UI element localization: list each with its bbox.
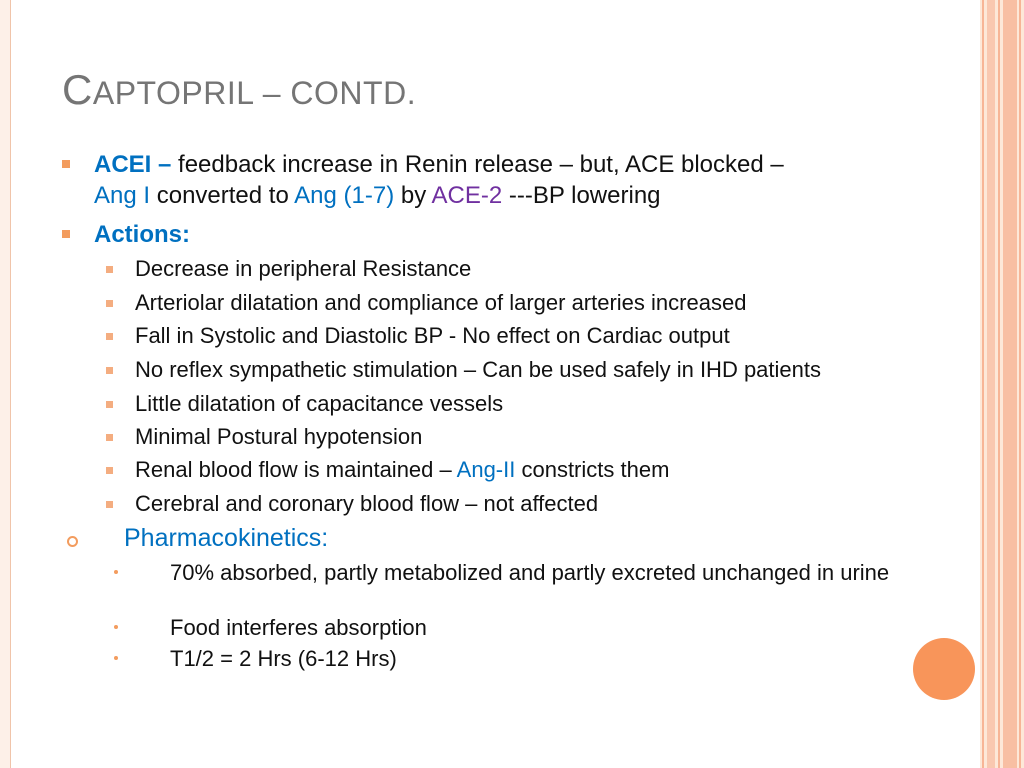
square-bullet-icon [106, 467, 113, 474]
acei-term: ACEI – [94, 151, 172, 178]
action-text: Minimal Postural hypotension [135, 424, 423, 449]
acei-text4: ---BP lowering [502, 182, 661, 209]
pk-text: T1/2 = 2 Hrs (6-12 Hrs) [170, 646, 397, 671]
ang-i: Ang I [94, 182, 151, 209]
action-text: Fall in Systolic and Diastolic BP - No effect on Cardiac output [135, 323, 730, 348]
stripe [982, 0, 984, 768]
dot-bullet-icon [114, 656, 118, 660]
renal-text2: constricts them [515, 457, 670, 482]
bullet-acei-line2 [94, 181, 661, 211]
stripe [1003, 0, 1017, 768]
square-bullet-icon [106, 333, 113, 340]
actions-label: Actions: [94, 221, 190, 248]
square-bullet-icon [62, 230, 70, 238]
pk-text: 70% absorbed, partly metabolized and partly excreted unchanged in urine [170, 560, 890, 585]
ace-2: ACE-2 [431, 182, 503, 209]
pk-text: Food interferes absorption [170, 615, 427, 640]
ring-bullet-icon [67, 536, 78, 547]
decorative-circle [913, 638, 975, 700]
ang-ii: Ang-II [456, 457, 516, 482]
title-rest: APTOPRIL – CONTD. [92, 75, 417, 111]
square-bullet-icon [106, 501, 113, 508]
bullet-acei-line1 [94, 150, 784, 180]
title-initial: C [62, 66, 93, 113]
renal-text [135, 456, 669, 484]
square-bullet-icon [106, 434, 113, 441]
pharmacokinetics-label: Pharmacokinetics: [124, 524, 329, 552]
action-text: No reflex sympathetic stimulation – Can be used safely in IHD patients [135, 357, 821, 382]
square-bullet-icon [106, 266, 113, 273]
square-bullet-icon [106, 367, 113, 374]
acei-text2: converted to [150, 182, 295, 209]
stripe [1019, 0, 1021, 768]
action-text: Little dilatation of capacitance vessels [135, 391, 504, 416]
ang-1-7: Ang (1-7) [294, 182, 395, 209]
acei-text3: by [394, 182, 432, 209]
cerebral-text: Cerebral and coronary blood flow – not affected [135, 491, 599, 516]
renal-text1: Renal blood flow is maintained – [135, 457, 457, 482]
action-text: Arteriolar dilatation and compliance of larger arteries increased [135, 290, 747, 315]
stripe [987, 0, 995, 768]
action-text: Decrease in peripheral Resistance [135, 256, 472, 281]
left-decoration [0, 0, 10, 768]
dot-bullet-icon [114, 625, 118, 629]
slide-title [62, 66, 416, 114]
square-bullet-icon [62, 160, 70, 168]
dot-bullet-icon [114, 570, 118, 574]
square-bullet-icon [106, 300, 113, 307]
acei-text1: feedback increase in Renin release – but, ACE blocked – [171, 151, 784, 178]
stripe [998, 0, 1000, 768]
square-bullet-icon [106, 401, 113, 408]
